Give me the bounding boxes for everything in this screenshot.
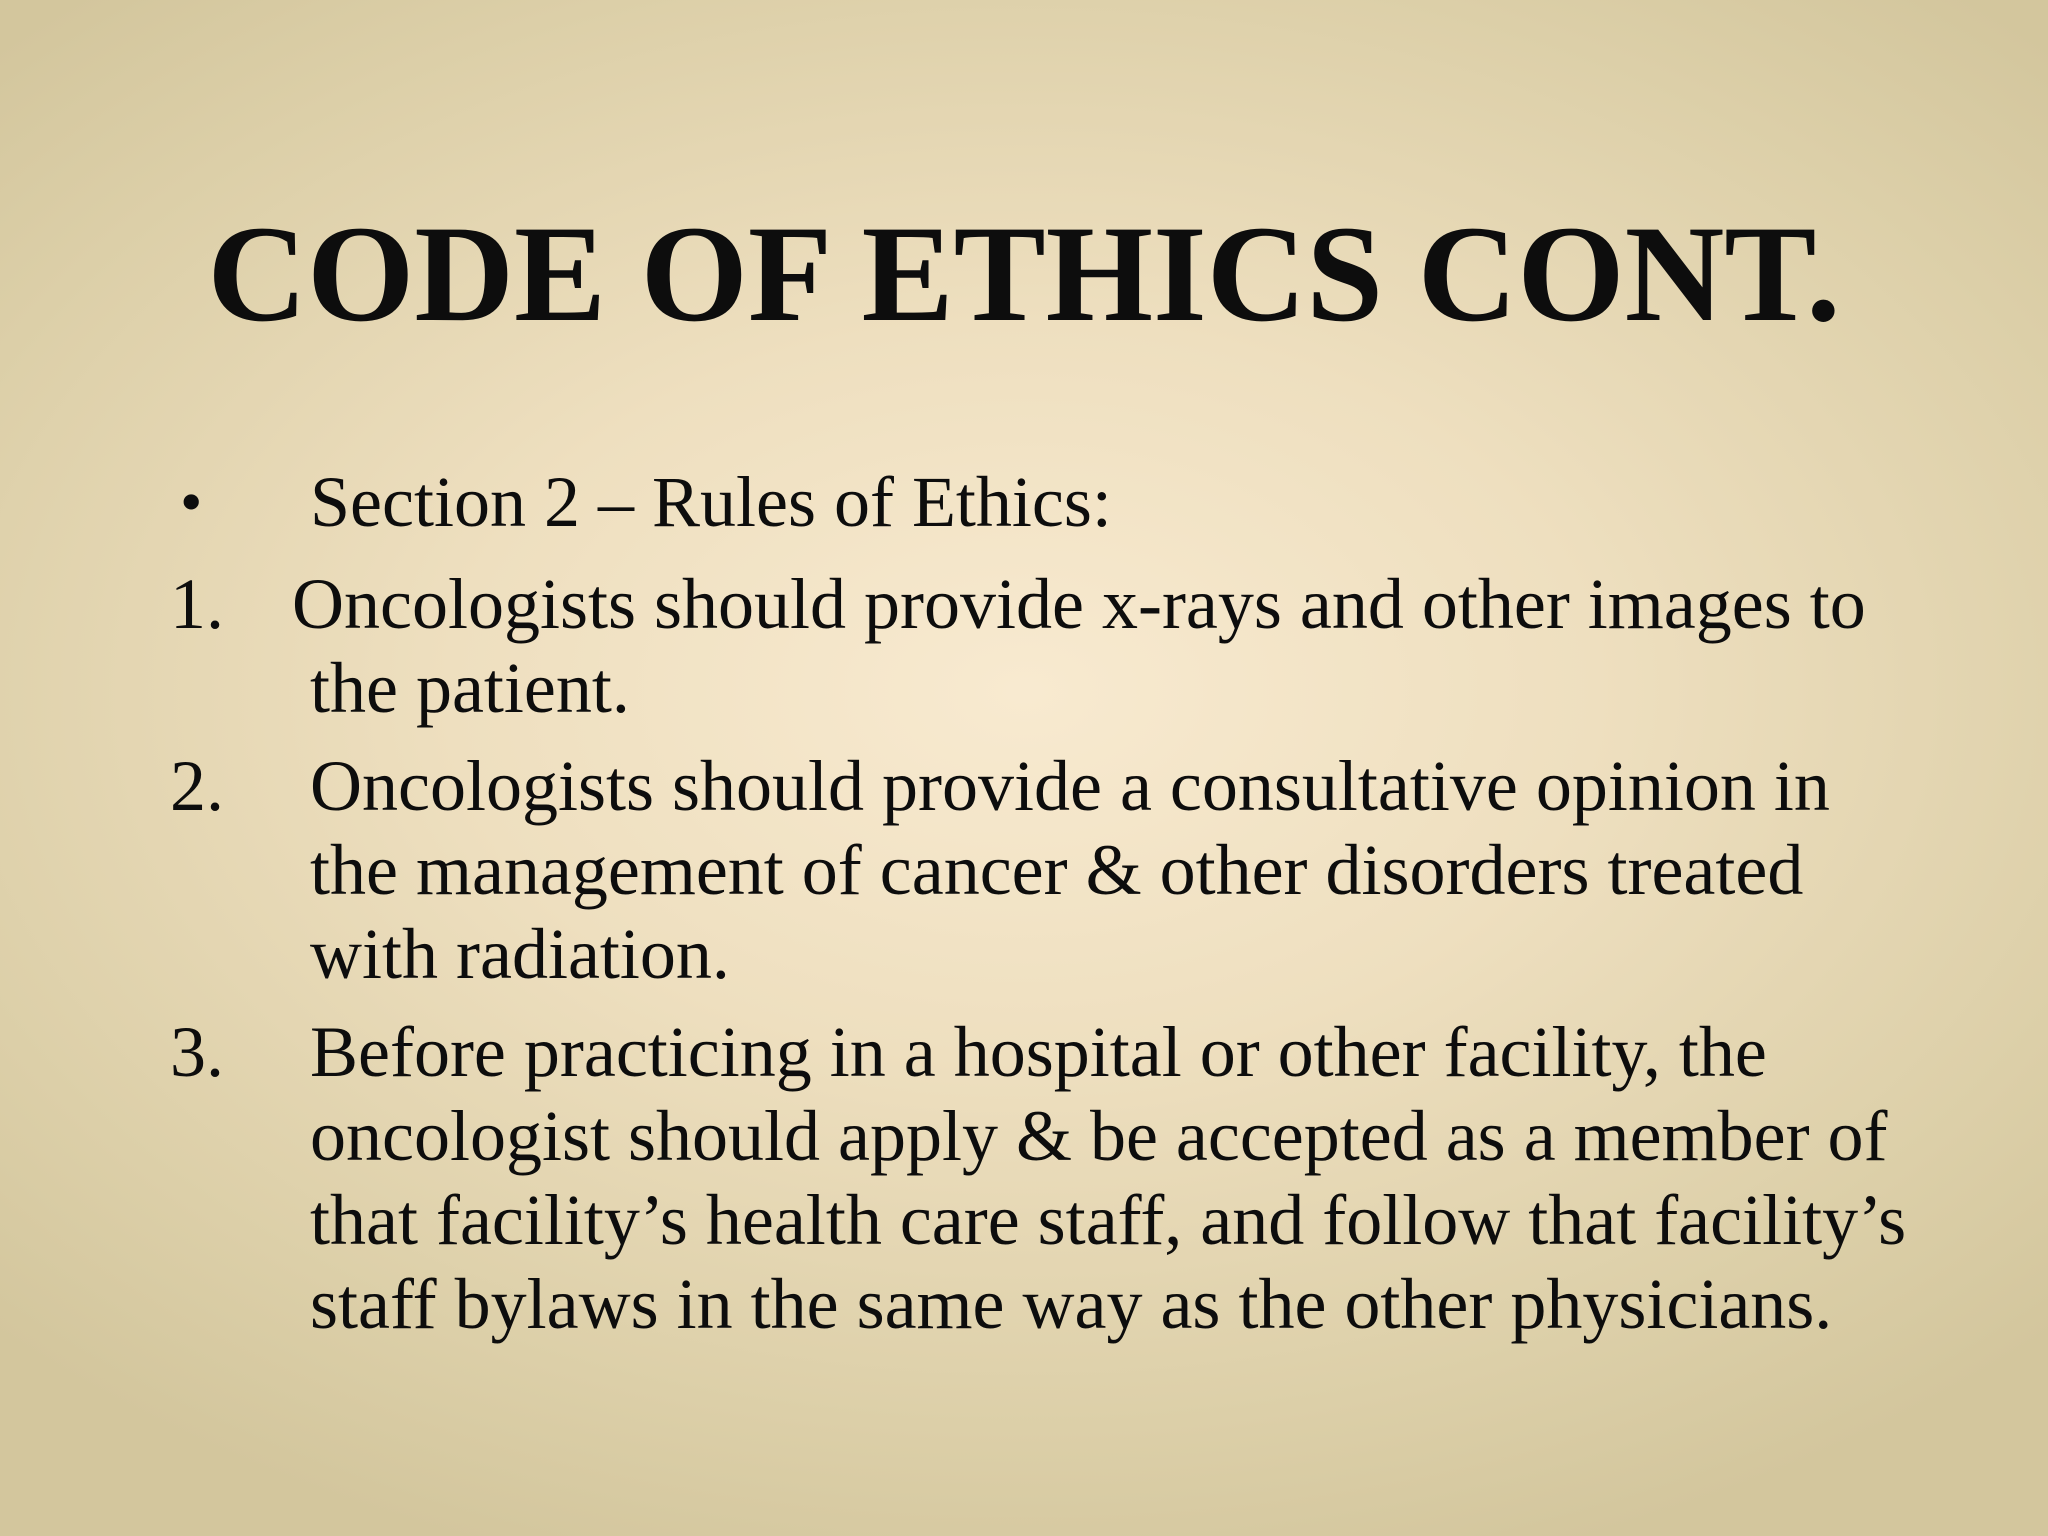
rule-item-3 (170, 1010, 1910, 1346)
rule-text-2: Oncologists should provide a consultative opinion in the management of cancer & other disorders treated with radiation. (310, 746, 1830, 994)
rule-item-1 (170, 562, 1910, 730)
rule-text-3: Before practicing in a hospital or other facility, the oncologist should apply & be accepted as a member of that facility’s health care staff, and follow that facility’s staff bylaws in the same way as the other physicians. (310, 1012, 1907, 1344)
section-heading: Section 2 – Rules of Ethics: (310, 462, 1112, 542)
rule-number-3: 3. (170, 1012, 224, 1092)
rule-number-2: 2. (170, 746, 224, 826)
rule-item-2 (170, 744, 1910, 996)
bullet-marker: • (180, 466, 203, 537)
section-bullet (170, 460, 1910, 544)
slide-title: CODE OF ETHICS CONT. (207, 197, 1841, 350)
rule-text-1: Oncologists should provide x-rays and other images to the patient. (292, 564, 1866, 728)
slide-body (170, 460, 1910, 1346)
rule-number-1: 1. (170, 564, 224, 644)
